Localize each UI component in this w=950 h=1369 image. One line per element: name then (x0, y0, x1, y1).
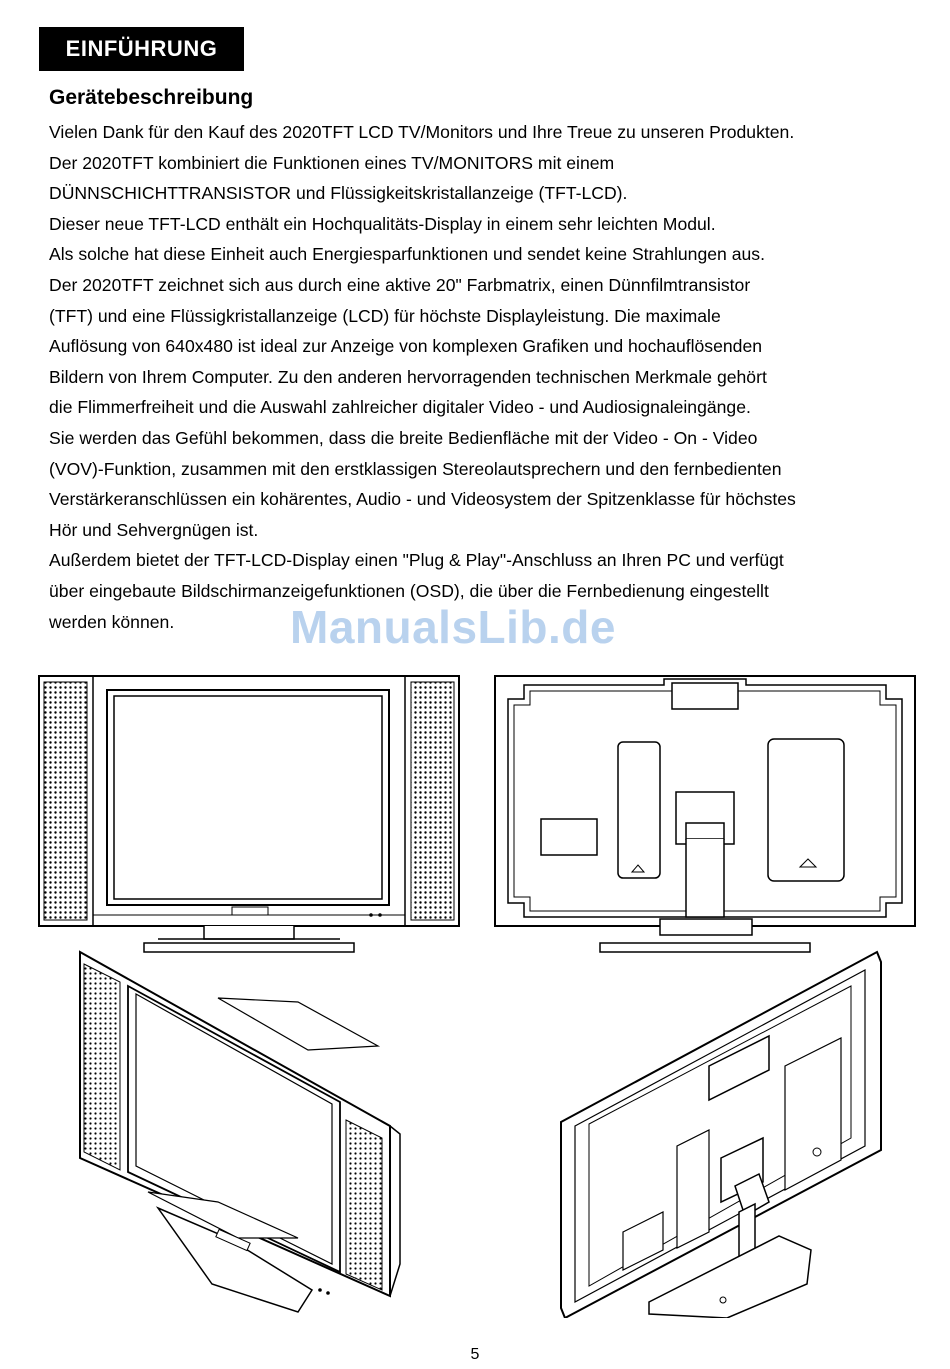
paragraph-line: (VOV)-Funktion, zusammen mit den erstklassigen Stereolautsprechern und den fernbedienten (49, 458, 782, 479)
paragraph-line: (TFT) und eine Flüssigkristallanzeige (LCD) für höchste Displayleistung. Die maximale (49, 305, 721, 326)
paragraph-line: Der 2020TFT zeichnet sich aus durch eine aktive 20" Farbmatrix, einen Dünnfilmtransistor (49, 274, 751, 295)
paragraph-line: Dieser neue TFT-LCD enthält ein Hochqualitäts-Display in einem sehr leichten Modul. (49, 213, 716, 234)
body-paragraph (49, 117, 929, 637)
paragraph-line: Hör und Sehvergnügen ist. (49, 519, 259, 540)
section-label: EINFÜHRUNG (65, 36, 218, 61)
page-heading: Gerätebeschreibung (49, 86, 254, 109)
tv-perspective-rear-figure (559, 946, 889, 1318)
paragraph-line: DÜNNSCHICHTTRANSISTOR und Flüssigkeitskristallanzeige (TFT-LCD). (49, 183, 628, 204)
paragraph-line: Auflösung von 640x480 ist ideal zur Anzeige von komplexen Grafiken und hochauflösenden (49, 336, 763, 357)
tv-front-view-figure (38, 675, 460, 955)
paragraph-line: Vielen Dank für den Kauf des 2020TFT LCD TV/Monitors und Ihre Treue zu unseren Produkten. (49, 122, 795, 142)
paragraph-line: über eingebaute Bildschirmanzeigefunktionen (OSD), die über die Fernbedienung eingestellt (49, 580, 769, 601)
paragraph-line: Verstärkeranschlüssen ein kohärentes, Audio - und Videosystem der Spitzenklasse für höchstes (49, 489, 796, 510)
watermark: ManualsLib.de (290, 601, 616, 653)
tv-rear-view-figure (494, 675, 916, 957)
paragraph-line: Der 2020TFT kombiniert die Funktionen eines TV/MONITORS mit einem (49, 152, 615, 173)
paragraph-line: Außerdem bietet der TFT-LCD-Display einen "Plug & Play"-Anschluss an Ihren PC und verfügt (49, 550, 784, 571)
section-banner (39, 27, 244, 71)
paragraph-line: werden können. (49, 611, 175, 632)
tv-perspective-front-figure (78, 946, 408, 1318)
paragraph-line: die Flimmerfreiheit und die Auswahl zahlreicher digitaler Video - und Audiosignaleingänge. (49, 397, 751, 418)
page-number: 5 (470, 1346, 480, 1363)
paragraph-line: Bildern von Ihrem Computer. Zu den anderen hervorragenden technischen Merkmale gehört (49, 366, 767, 387)
paragraph-line: Sie werden das Gefühl bekommen, dass die breite Bedienfläche mit der Video - On - Video (49, 427, 758, 448)
paragraph-line: Als solche hat diese Einheit auch Energiesparfunktionen und sendet keine Strahlungen aus. (49, 244, 765, 265)
